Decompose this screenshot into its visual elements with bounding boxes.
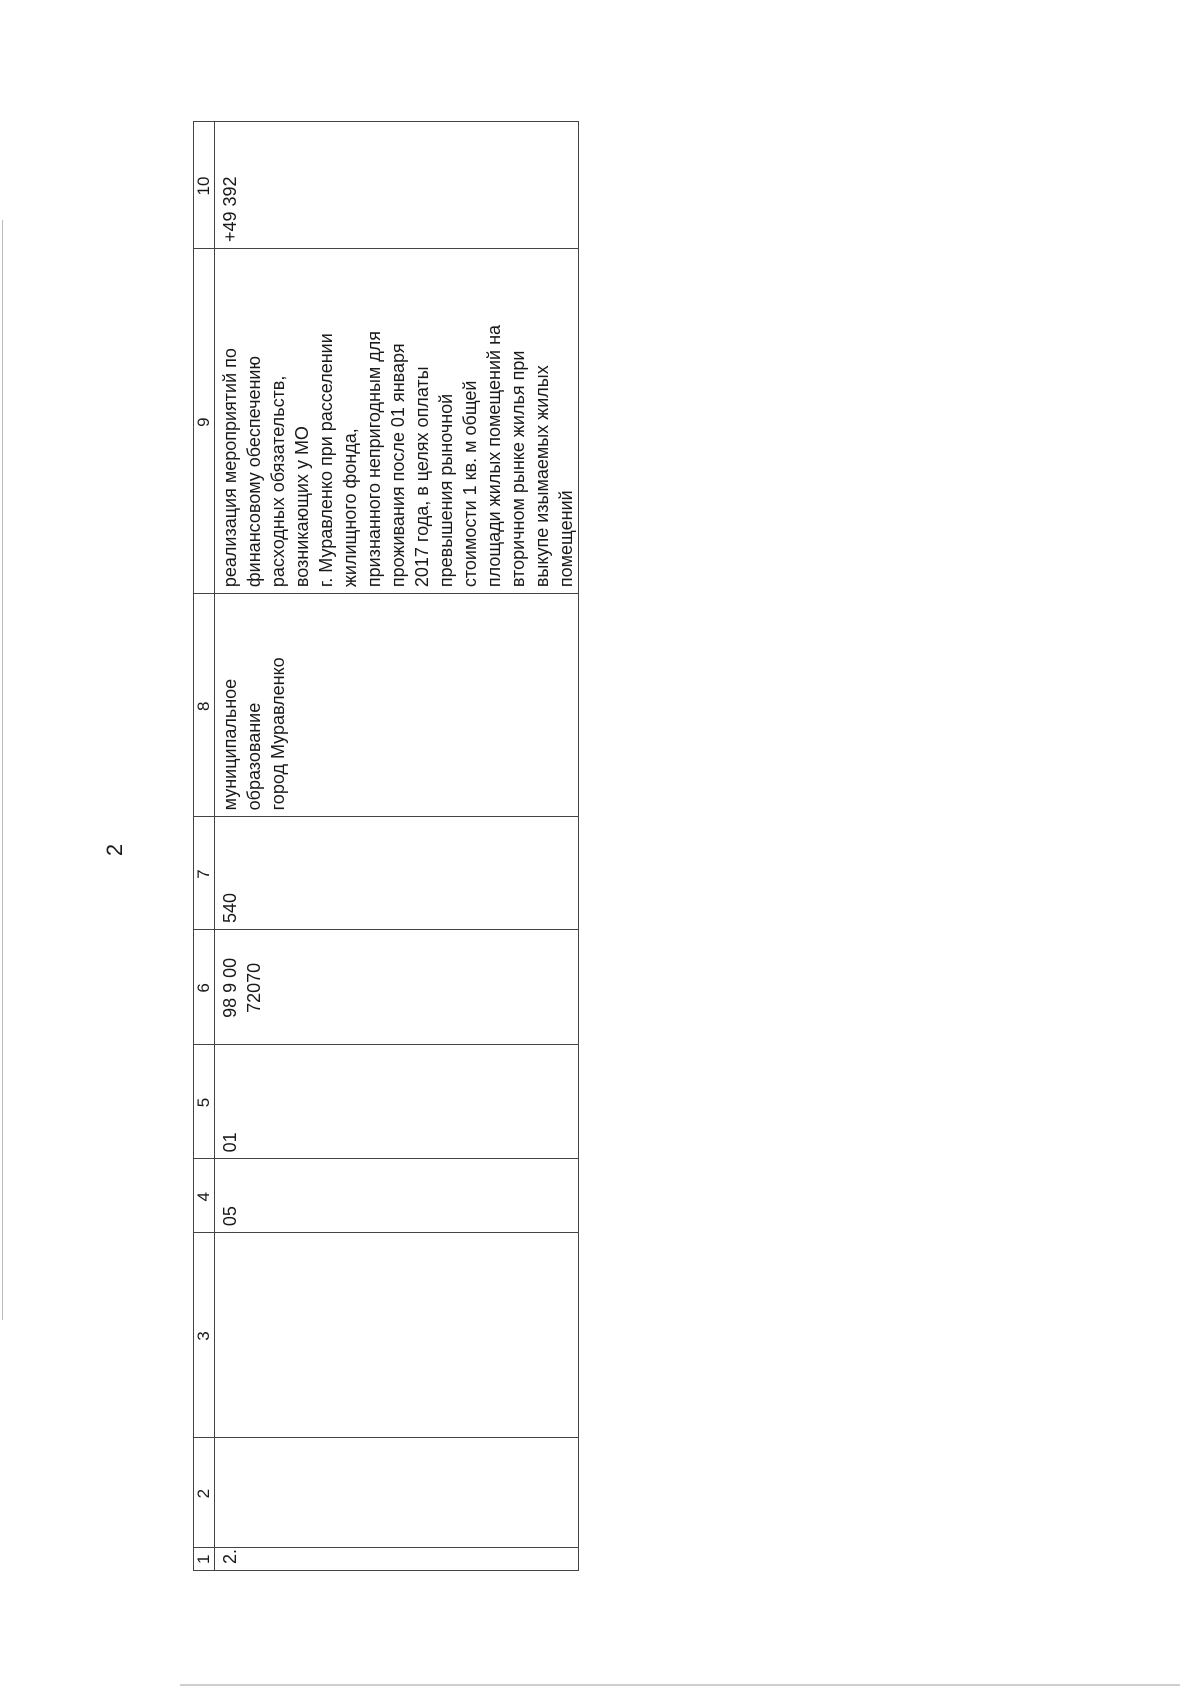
scan-bottom-line — [180, 1684, 1180, 1686]
rotated-table-container — [193, 121, 576, 1571]
header-row — [194, 122, 215, 1571]
col-header-4: 4 — [194, 1159, 215, 1233]
page-number: 2 — [102, 843, 127, 857]
cell-col-3 — [215, 1233, 579, 1438]
col-header-6: 6 — [194, 930, 215, 1045]
cell-section-code: 05 — [215, 1159, 579, 1233]
cell-amount: +49 392 — [215, 122, 579, 249]
col-header-1: 1 — [194, 1548, 215, 1571]
table-row — [215, 122, 579, 1571]
col-header-8: 8 — [194, 594, 215, 817]
col-header-2: 2 — [194, 1437, 215, 1548]
cell-target-article: 98 9 00 72070 — [215, 930, 579, 1045]
col-header-3: 3 — [194, 1233, 215, 1438]
cell-purpose-description: реализация мероприятий по финансовому обеспечению расходных обязательств, возникающих у МО г. Муравленко при расселении жилищного фонда, признанного непригодным для проживания после 01 января 2017 года, в целях оплаты превышения рыночной стоимости 1 кв. м общей площади жилых помещений на вторичном рынке жилья при выкупе изымаемых жилых помещений — [215, 249, 579, 594]
scan-edge-line — [2, 220, 3, 1320]
col-header-7: 7 — [194, 817, 215, 930]
cell-row-number: 2. — [215, 1548, 579, 1571]
cell-col-2 — [215, 1437, 579, 1548]
cell-municipality: муниципальное образование город Муравленко — [215, 594, 579, 817]
cell-expense-type: 540 — [215, 817, 579, 930]
col-header-10: 10 — [194, 122, 215, 249]
cell-subsection-code: 01 — [215, 1044, 579, 1159]
budget-table — [193, 121, 579, 1571]
col-header-9: 9 — [194, 249, 215, 594]
table-inner — [193, 121, 576, 1571]
col-header-5: 5 — [194, 1044, 215, 1159]
